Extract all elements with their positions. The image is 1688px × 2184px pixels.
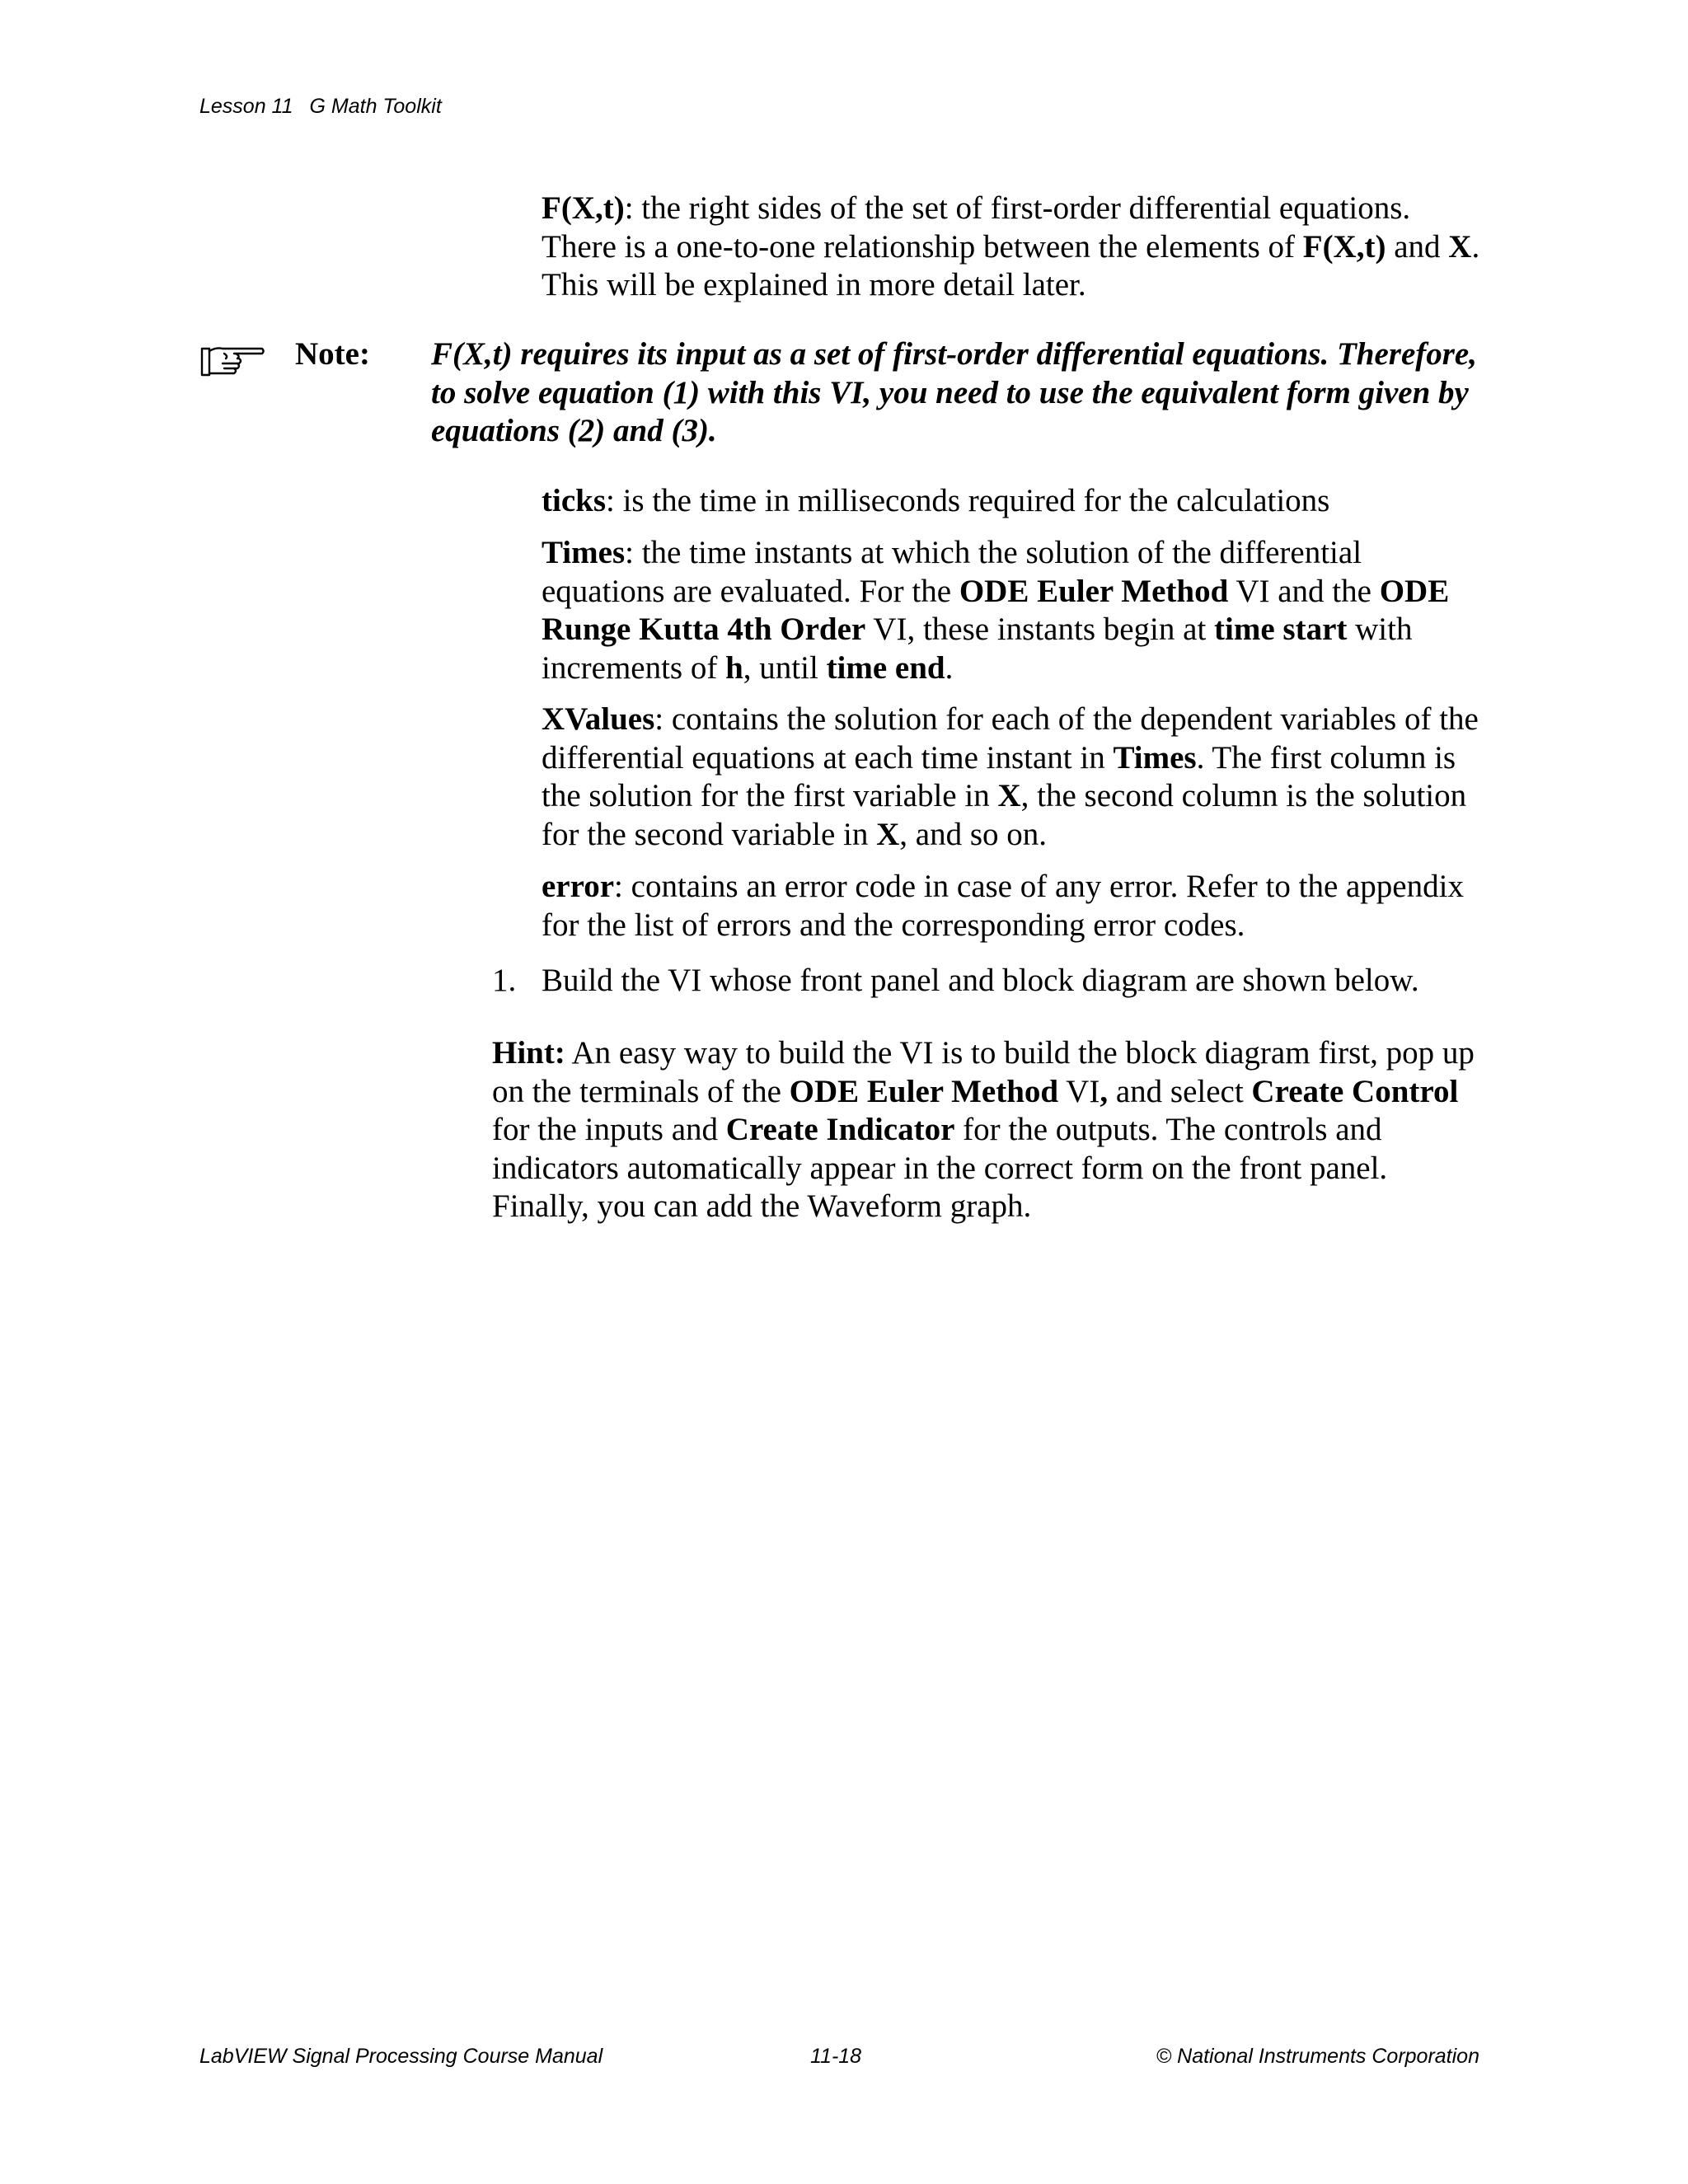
param-times-text4: with increments of — [542, 612, 1413, 686]
param-times-term5: h — [725, 649, 743, 686]
param-fxt-term: F(X,t) — [542, 190, 625, 226]
note-text: F(X,t) requires its input as a set of first-order differential equations. Therefore, to solve equation (1) with this VI, you need to use the equivalent form given by equations (2) and (3). — [431, 336, 1477, 448]
hint-paragraph — [492, 1034, 1481, 1226]
hint-term1: ODE Euler Method — [789, 1073, 1059, 1109]
param-times-text2: VI and the — [1228, 573, 1380, 609]
step-number: 1. — [492, 963, 517, 998]
param-ticks-term: ticks — [542, 483, 606, 518]
hint-text5: for the outputs. The controls and indicators automatically appear in the correct form on the front panel. Finally, you can add the Waveform graph. — [492, 1112, 1388, 1224]
hint-term4: Create Indicator — [725, 1112, 955, 1147]
param-ticks-text: : is the time in milliseconds required for the calculations — [606, 483, 1330, 518]
param-times-text6: . — [945, 649, 954, 686]
note-label: Note: — [295, 336, 370, 372]
param-times — [542, 534, 1481, 687]
footer-page-number: 11-18 — [810, 2045, 862, 2068]
param-times-term6: time end — [826, 649, 945, 686]
param-error — [542, 868, 1481, 944]
param-fxt-text3: . This will be explained in more detail later. — [542, 228, 1480, 302]
header-lesson: Lesson 11 — [199, 95, 293, 118]
footer-copyright: © National Instruments Corporation — [1156, 2045, 1479, 2068]
param-xvalues-text3: , the second column is the solution for the second variable in — [542, 778, 1467, 852]
param-ticks — [542, 482, 1481, 521]
param-error-text: : contains an error code in case of any error. Refer to the appendix for the list of errors and the corresponding error codes. — [542, 869, 1464, 943]
header-chapter: G Math Toolkit — [309, 95, 442, 118]
param-xvalues-text4: , and so on. — [899, 816, 1048, 852]
param-times-term4: time start — [1214, 612, 1348, 647]
hint-term3: Create Control — [1251, 1073, 1459, 1109]
param-fxt-term2: F(X,t) — [1302, 228, 1386, 265]
hint-text3: and select — [1108, 1073, 1252, 1109]
param-times-term2: ODE Euler Method — [959, 573, 1229, 609]
param-xvalues-text2: . The first column is the solution for the first variable in — [542, 739, 1456, 813]
page-header — [199, 94, 442, 119]
param-times-text3: VI, these instants begin at — [865, 612, 1215, 647]
pointing-hand-icon — [199, 342, 265, 378]
hint-label: Hint: — [492, 1035, 565, 1071]
param-times-text1: : the time instants at which the solution of the differential equations are evaluated. For the — [542, 535, 1362, 609]
param-xvalues-text1: : contains the solution for each of the dependent variables of the differential equations at each time instant in — [542, 701, 1479, 776]
param-xvalues — [542, 701, 1481, 854]
param-xvalues-term2: Times — [1113, 739, 1197, 776]
hint-text4: for the inputs and — [492, 1112, 726, 1147]
hint-text1: An easy way to build the VI is to build the block diagram first, pop up on the terminals of the — [492, 1035, 1475, 1109]
param-times-term3: ODE Runge Kutta 4th Order — [542, 573, 1450, 647]
param-fxt-text: : the right sides of the set of first-order differential equations. There is a one-to-one relationship between the elements of — [542, 190, 1411, 265]
param-fxt — [542, 190, 1481, 305]
footer-manual-title: LabVIEW Signal Processing Course Manual — [199, 2045, 603, 2068]
param-xvalues-term4: X — [876, 816, 900, 852]
param-fxt-term3: X — [1448, 228, 1472, 265]
param-fxt-text2: and — [1386, 228, 1449, 265]
param-xvalues-term: XValues — [542, 701, 655, 737]
param-error-term: error — [542, 869, 615, 904]
hint-text2: VI — [1058, 1073, 1100, 1109]
step-text: Build the VI whose front panel and block diagram are shown below. — [542, 963, 1419, 998]
param-xvalues-term3: X — [997, 778, 1021, 813]
param-times-term: Times — [542, 535, 626, 570]
hint-term2: , — [1100, 1073, 1109, 1109]
param-times-text5: , until — [743, 649, 827, 686]
